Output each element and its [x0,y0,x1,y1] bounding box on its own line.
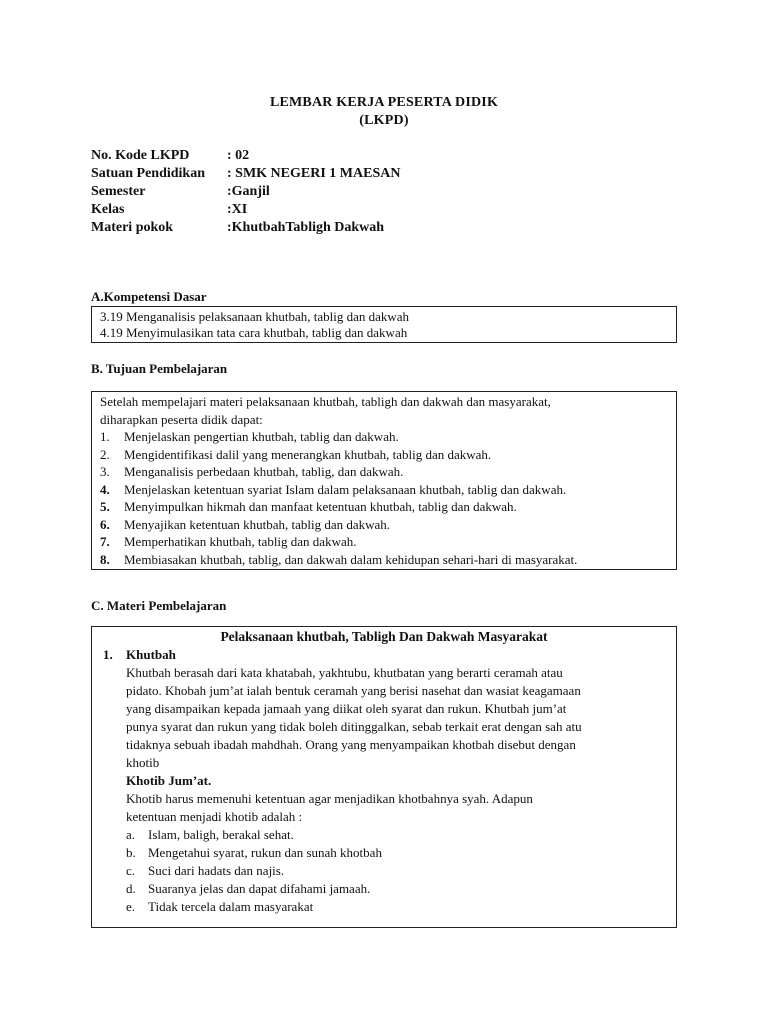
tujuan-box [91,391,677,570]
paragraph-line: punya syarat dan rukun yang tidak boleh ditinggalkan, sebab terkait erat dengan sah atu [126,719,582,734]
paragraph-line: ketentuan menjadi khotib adalah : [126,809,303,824]
list-number: 3. [100,464,110,479]
paragraph-line: Khotib harus memenuhi ketentuan agar menjadikan khotbahnya syah. Adapun [126,791,533,806]
paragraph-line: tidaknya sebuah ibadah mahdhah. Orang yang menyampaikan khotbah disebut dengan [126,737,576,752]
list-item [100,533,668,551]
list-text: Tidak tercela dalam masyarakat [148,899,314,914]
list-number: 8. [100,551,110,567]
section-heading-kompetensi: A.Kompetensi Dasar [91,289,207,304]
section-title: Khutbah [126,647,176,662]
materi-title: Pelaksanaan khutbah, Tabligh Dan Dakwah Masyarakat [220,629,548,644]
list-text: Memperhatikan khutbah, tablig dan dakwah. [124,534,357,549]
meta-value: : 02 [227,148,250,163]
list-text: Menyimpulkan hikmah dan manfaat ketentuan khutbah, tablig dan dakwah. [124,499,517,514]
list-number: 2. [100,446,110,462]
materi-box [91,626,677,928]
list-item [100,481,668,499]
list-text: Menjelaskan ketentuan syariat Islam dalam pelaksanaan khutbah, tablig dan dakwah. [124,481,567,497]
meta-row-kode [91,147,400,165]
list-item [100,446,668,464]
list-number: 1. [100,429,110,444]
list-letter: e. [126,899,136,914]
syarat-list [126,826,668,916]
meta-row-kelas [91,201,400,219]
meta-label: Semester [91,184,146,199]
subheading: Khotib Jum’at. [126,773,212,788]
list-text: Menyajikan ketentuan khutbah, tablig dan dakwah. [124,516,391,532]
paragraph-line: pidato. Khobah jum’at ialah bentuk ceramah yang berisi nasehat dan wasiat keagamaan [126,683,581,698]
list-number: 6. [100,516,110,532]
list-number: 4. [100,481,110,497]
list-item [126,880,668,898]
list-item [100,498,668,516]
list-item [100,551,668,569]
list-letter: b. [126,845,136,860]
section-number: 1. [103,647,113,662]
list-letter: a. [126,827,136,842]
document-title: LEMBAR KERJA PESERTA DIDIK [269,95,499,110]
section-heading-materi: C. Materi Pembelajaran [91,598,227,613]
list-item [126,862,668,880]
list-letter: c. [126,863,136,878]
list-item [126,826,668,844]
paragraph-line: khotib [126,755,160,770]
list-letter: d. [126,881,136,896]
list-item [126,898,668,916]
meta-value: :XI [227,202,248,217]
section-heading-tujuan: B. Tujuan Pembelajaran [91,361,228,376]
list-text: Islam, baligh, berakal sehat. [148,827,294,842]
list-text: Suci dari hadats dan najis. [148,863,285,878]
materi-body [100,646,668,916]
list-number: 7. [100,534,110,549]
meta-row-semester [91,183,400,201]
meta-label: Materi pokok [91,220,174,235]
list-item [126,844,668,862]
kompetensi-box [91,306,677,343]
meta-value: : SMK NEGERI 1 MAESAN [227,166,401,181]
list-text: Menganalisis perbedaan khutbah, tablig, dan dakwah. [124,464,404,479]
meta-label: Kelas [91,202,125,217]
kd-item: 4.19 Menyimulasikan tata cara khutbah, tablig dan dakwah [100,325,408,340]
paragraph-line: Khutbah berasah dari kata khatabah, yakhtubu, khutbatan yang berarti ceramah atau [126,665,563,680]
list-text: Menjelaskan pengertian khutbah, tablig dan dakwah. [124,429,399,444]
tujuan-list [100,428,668,568]
tujuan-intro: Setelah mempelajari materi pelaksanaan khutbah, tabligh dan dakwah dan masyarakat, [100,394,551,409]
meta-label: No. Kode LKPD [91,148,190,163]
list-text: Mengetahui syarat, rukun dan sunah khotbah [148,845,382,860]
paragraph-line: yang disampaikan kepada jamaah yang diikat oleh syarat dan rukun. Khutbah jum’at [126,701,567,716]
document-subtitle: (LKPD) [359,113,409,128]
list-item [100,463,668,481]
list-text: Mengidentifikasi dalil yang menerangkan khutbah, tablig dan dakwah. [124,446,492,462]
kd-item: 3.19 Menganalisis pelaksanaan khutbah, tablig dan dakwah [100,309,410,324]
meta-label: Satuan Pendidikan [91,166,205,181]
khutbah-heading [100,646,668,664]
meta-row-satuan [91,165,400,183]
tujuan-intro: diharapkan peserta didik dapat: [100,411,263,427]
meta-row-materi [91,219,400,237]
list-item [100,516,668,534]
meta-value: :KhutbahTabligh Dakwah [227,220,385,235]
list-text: Membiasakan khutbah, tablig, dan dakwah dalam kehidupan sehari-hari di masyarakat. [124,551,578,567]
identity-table [91,147,400,237]
list-number: 5. [100,499,110,514]
meta-value: :Ganjil [227,184,270,199]
list-item [100,428,668,446]
list-text: Suaranya jelas dan dapat difahami jamaah. [148,881,371,896]
